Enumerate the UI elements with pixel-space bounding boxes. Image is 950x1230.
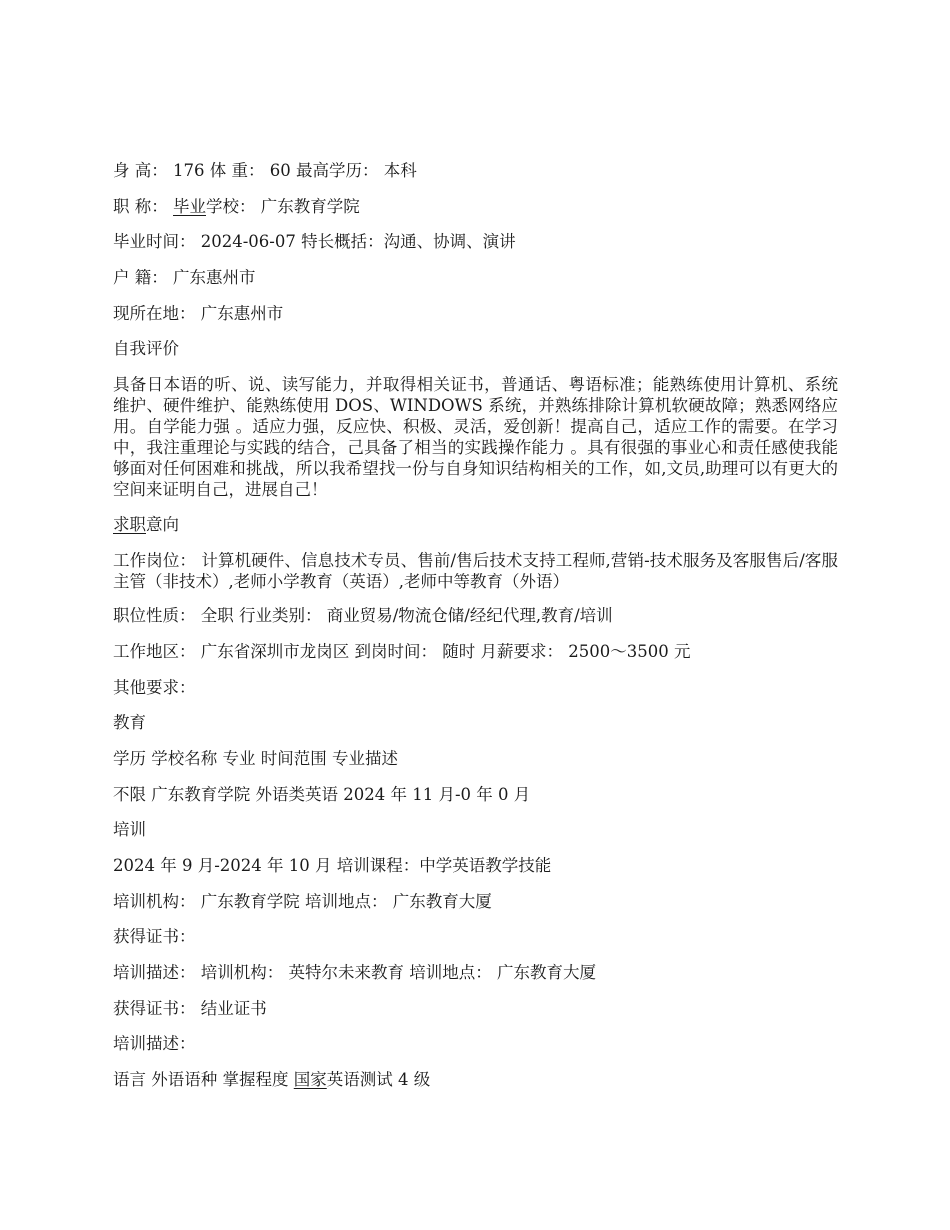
basic-info-current-location: 现所在地： 广东惠州市 (113, 303, 284, 323)
training-certificate: 获得证书： (113, 927, 196, 947)
basic-info-hukou: 户 籍： 广东惠州市 (113, 268, 256, 288)
other-requirements: 其他要求： (113, 677, 196, 697)
training-description-institution: 培训描述： 培训机构： 英特尔未来教育 培训地点： 广东教育大厦 (113, 963, 596, 983)
language-level: 英语测试 4 级 (326, 1070, 431, 1090)
job-location-salary: 工作地区： 广东省深圳市龙岗区 到岗时间： 随时 月薪要求： 2500～3500 元 (113, 641, 691, 661)
basic-info-title-school (113, 196, 843, 218)
job-nature-industry: 职位性质： 全职 行业类别： 商业贸易/物流仓储/经纪代理,教育/培训 (113, 606, 613, 626)
job-position: 工作岗位： 计算机硬件、信息技术专员、售前/售后技术支持工程师,营销-技术服务及客服售后/客服主管（非技术）,老师小学教育（英语）,老师中等教育（外语） (113, 550, 838, 591)
self-evaluation-heading: 自我评价 (113, 339, 179, 359)
job-intent-heading-rest: 意向 (146, 514, 179, 534)
job-intent-underlined-text: 求职 (113, 514, 146, 534)
basic-info-height-weight-education: 身 高： 176 体 重： 60 最高学历： 本科 (113, 161, 417, 180)
school-text: 学校： 广东教育学院 (206, 196, 360, 216)
national-underlined-text: 国家 (293, 1070, 327, 1090)
training-certificate-2: 获得证书： 结业证书 (113, 998, 267, 1018)
resume-page (113, 160, 843, 1105)
training-course: 2024 年 9 月-2024 年 10 月 培训课程：中学英语教学技能 (113, 856, 552, 875)
self-evaluation-text: 具备日本语的听、说、读写能力，并取得相关证书，普通话、粤语标准；能熟练使用计算机、系统维护、硬件维护、能熟练使用 DOS、WINDOWS 系统，并熟练排除计算机软硬故障；熟悉网络应用。自学能力强 。适应力强，反应快、积极、灵活，爱创新！提高自己，适应工作的需要。在学习中，我注重理论与实践的结合，己具备了相当的实践操作能力 。具有很强的事业心和责任感使我能够面对任何困难和挑战，所以我希望找一份与自身知识结构相关的工作，如,文员,助理可以有更大的空间来证明自己，进展自己！ (113, 375, 838, 500)
education-table-header: 学历 学校名称 专业 时间范围 专业描述 (113, 748, 398, 768)
education-heading: 教育 (113, 713, 146, 733)
language-skills (113, 1069, 843, 1091)
training-description: 培训描述： (113, 1034, 196, 1054)
job-intent-heading (113, 514, 843, 536)
training-institution-location: 培训机构： 广东教育学院 培训地点： 广东教育大厦 (113, 891, 492, 911)
training-heading: 培训 (113, 820, 146, 840)
basic-info-graduation-skills: 毕业时间： 2024-06-07 特长概括：沟通、协调、演讲 (113, 232, 516, 252)
education-table-row: 不限 广东教育学院 外语类英语 2024 年 11 月-0 年 0 月 (113, 784, 531, 804)
title-label: 职 称： (113, 196, 173, 216)
graduation-underlined-text: 毕业 (173, 196, 206, 216)
language-label: 语言 外语语种 掌握程度 (113, 1070, 294, 1090)
